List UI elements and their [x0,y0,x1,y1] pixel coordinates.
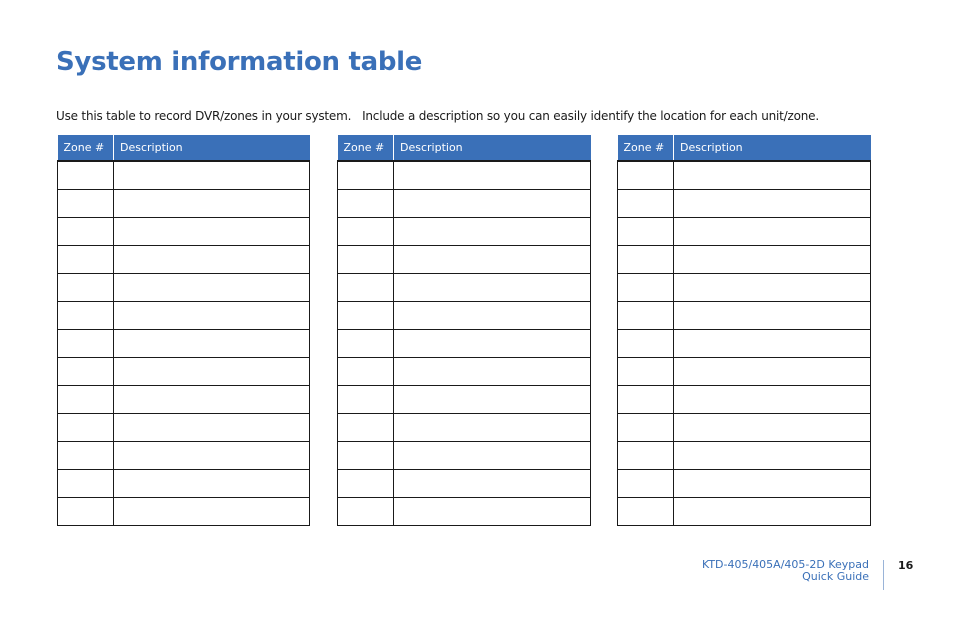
table-row [58,161,310,189]
description-cell [674,161,871,189]
description-cell [674,497,871,525]
zone-number-header: Zone # [58,135,114,161]
zone-number-header: Zone # [338,135,394,161]
table-row [338,217,591,245]
description-cell [394,385,591,413]
zone-number-cell [618,301,674,329]
table-row [618,441,871,469]
table-row [618,469,871,497]
description-cell [394,329,591,357]
table-row [58,217,310,245]
table-row [618,217,871,245]
table-body [338,161,591,525]
zone-number-cell [338,329,394,357]
table-row [58,357,310,385]
zone-table-2 [337,135,591,526]
zone-number-cell [338,441,394,469]
footer-product-name: KTD-405/405A/405-2D Keypad [701,558,869,571]
description-cell [394,301,591,329]
description-cell [114,469,310,497]
page-title: System information table [56,47,423,77]
table-row [618,161,871,189]
zone-number-cell [58,385,114,413]
description-cell [114,385,310,413]
footer-product-info [702,559,869,583]
zone-number-cell [338,385,394,413]
table-row [618,497,871,525]
description-cell [394,413,591,441]
table-row [338,441,591,469]
zone-number-cell [618,441,674,469]
zone-number-cell [58,189,114,217]
table-header-row [58,135,310,161]
table-row [58,301,310,329]
description-cell [674,189,871,217]
description-cell [674,273,871,301]
description-cell [114,217,310,245]
description-cell [114,497,310,525]
table-row [58,273,310,301]
description-cell [114,329,310,357]
table-row [58,441,310,469]
zone-number-cell [58,469,114,497]
zone-number-cell [618,189,674,217]
description-cell [674,301,871,329]
description-cell [114,161,310,189]
description-cell [114,189,310,217]
table-row [618,329,871,357]
description-header: Description [674,135,871,161]
description-cell [674,385,871,413]
zone-number-cell [338,245,394,273]
description-cell [394,245,591,273]
table-row [618,385,871,413]
page-number: 16 [898,559,914,572]
table-row [618,357,871,385]
zone-number-cell [338,357,394,385]
description-cell [394,189,591,217]
zone-number-cell [338,217,394,245]
description-cell [674,357,871,385]
description-header: Description [114,135,310,161]
table-row [338,469,591,497]
table-row [58,385,310,413]
table-row [338,413,591,441]
table-row [58,413,310,441]
description-cell [674,217,871,245]
table-row [338,273,591,301]
zone-number-cell [338,497,394,525]
table-header-row [618,135,871,161]
description-cell [674,413,871,441]
description-cell [674,469,871,497]
table-row [58,189,310,217]
intro-text: Use this table to record DVR/zones in your system. Include a description so you can easily identify the location for each unit/zone. [56,109,819,123]
table-header-row [338,135,591,161]
table-row [58,329,310,357]
zone-number-cell [338,161,394,189]
description-cell [674,329,871,357]
zone-number-cell [338,273,394,301]
zone-number-cell [618,329,674,357]
zone-number-cell [618,161,674,189]
table-row [618,189,871,217]
description-cell [394,217,591,245]
zone-number-cell [58,245,114,273]
zone-number-cell [58,413,114,441]
table-row [618,273,871,301]
zone-number-cell [58,441,114,469]
table-row [58,245,310,273]
description-cell [114,273,310,301]
table-row [338,301,591,329]
footer-guide-name: Quick Guide [802,570,869,583]
table-row [58,469,310,497]
description-cell [114,413,310,441]
table-row [338,497,591,525]
description-cell [114,357,310,385]
table-row [338,189,591,217]
description-cell [394,469,591,497]
zone-number-cell [338,469,394,497]
zone-number-cell [618,413,674,441]
zone-number-cell [618,497,674,525]
zone-number-header: Zone # [618,135,674,161]
description-cell [114,441,310,469]
zone-number-cell [338,189,394,217]
table-row [618,413,871,441]
table-row [338,161,591,189]
description-cell [114,301,310,329]
table-row [618,245,871,273]
zone-number-cell [58,301,114,329]
zone-number-cell [618,273,674,301]
zone-number-cell [58,357,114,385]
zone-number-cell [58,217,114,245]
zone-number-cell [58,497,114,525]
description-cell [114,245,310,273]
table-row [338,329,591,357]
description-cell [394,441,591,469]
table-row [618,301,871,329]
zone-number-cell [338,413,394,441]
zone-number-cell [618,469,674,497]
zone-number-cell [58,161,114,189]
table-row [338,385,591,413]
footer-divider [883,560,884,590]
zone-number-cell [618,385,674,413]
zone-number-cell [618,217,674,245]
table-body [618,161,871,525]
description-cell [394,497,591,525]
zone-table-1 [57,135,310,526]
description-cell [394,273,591,301]
description-cell [674,441,871,469]
zone-number-cell [618,357,674,385]
description-cell [674,245,871,273]
zone-number-cell [58,329,114,357]
table-row [58,497,310,525]
zone-number-cell [618,245,674,273]
zone-number-cell [58,273,114,301]
description-cell [394,161,591,189]
description-cell [394,357,591,385]
zone-table-3 [617,135,871,526]
zone-number-cell [338,301,394,329]
table-row [338,357,591,385]
description-header: Description [394,135,591,161]
table-row [338,245,591,273]
table-body [58,161,310,525]
